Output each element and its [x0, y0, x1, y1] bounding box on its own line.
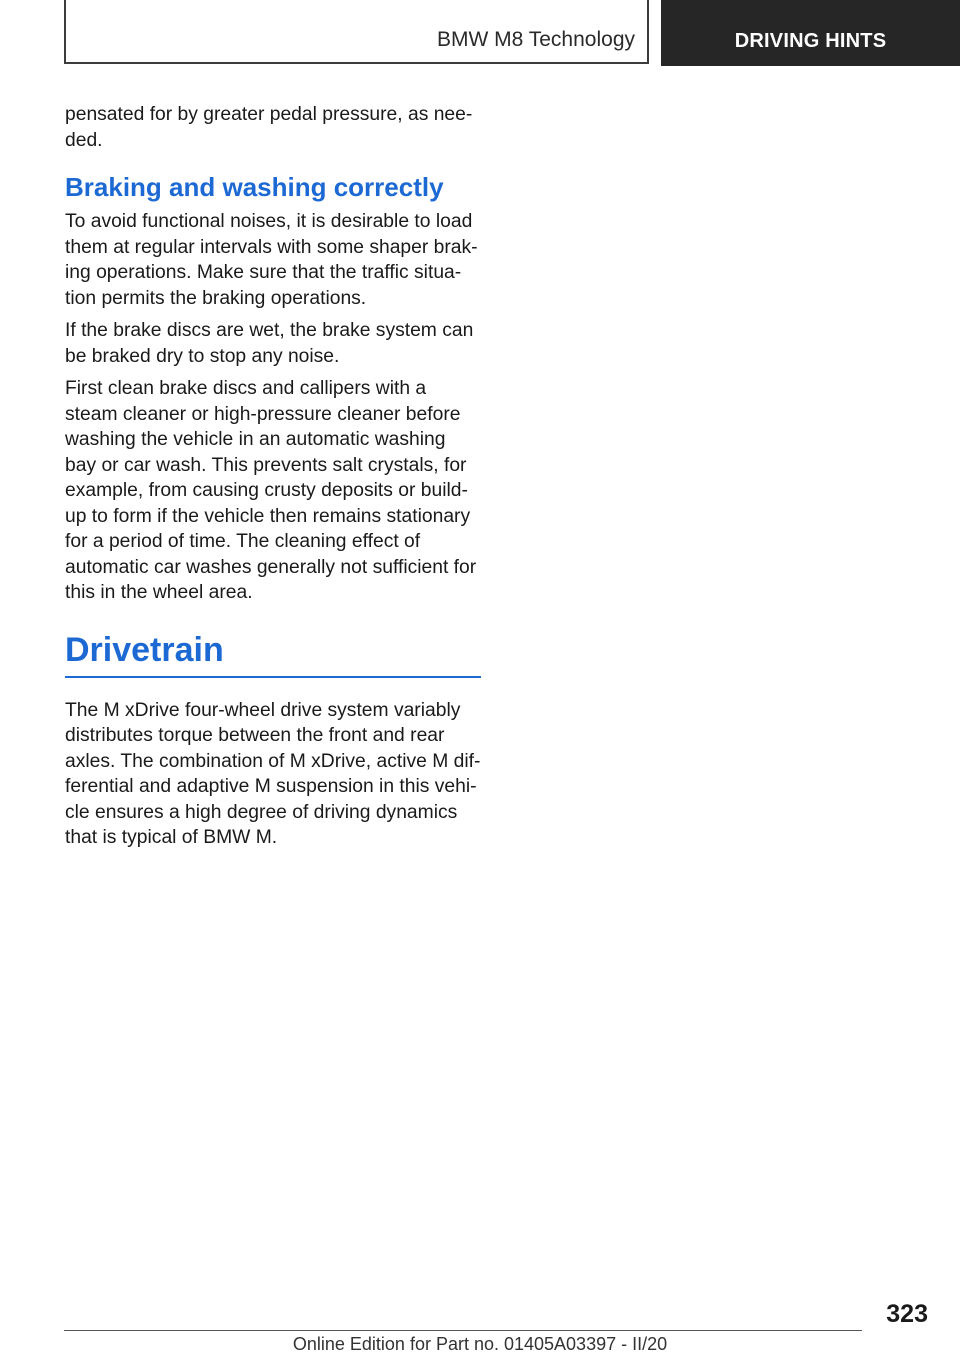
braking-paragraph-1: To avoid functional noises, it is desirable to load them at regular intervals with some shaper brak-ing operations. Make sure that the traffic situa-tion permits the braking operations. — [65, 211, 478, 309]
page-content — [65, 102, 481, 858]
drivetrain-paragraph: The M xDrive four-wheel drive system variably distributes torque between the front and rear axles. The combination of M xDrive, active M dif-ferential and adaptive M suspension in this vehi-cle ensures a high degree of driving dynamics that is typical of BMW M. — [65, 699, 481, 848]
manual-title: BMW M8 Technology — [436, 28, 635, 51]
braking-heading: Braking and washing correctly — [65, 172, 444, 202]
page-number: 323 — [886, 1300, 928, 1328]
intro-paragraph: pensated for by greater pedal pressure, as nee-ded. — [65, 104, 473, 151]
section-label: DRIVING HINTS — [734, 30, 887, 52]
footer-divider — [64, 1330, 862, 1331]
braking-paragraph-2: If the brake discs are wet, the brake system can be braked dry to stop any noise. — [65, 320, 474, 367]
heading-divider — [65, 676, 481, 678]
section-tab — [661, 0, 960, 66]
drivetrain-heading: Drivetrain — [65, 630, 224, 669]
header-title-box — [64, 0, 649, 64]
footer-edition-text: Online Edition for Part no. 01405A03397 - II/20 — [292, 1334, 668, 1354]
braking-paragraph-3: First clean brake discs and callipers with a steam cleaner or high-pressure cleaner before washing the vehicle in an automatic washing bay or car wash. This prevents salt crystals, for example, from causing crusty deposits or build-up to form if the vehicle then remains stationary for a period of time. The cleaning effect of automatic car washes generally not sufficient for this in the wheel area. — [65, 378, 477, 603]
